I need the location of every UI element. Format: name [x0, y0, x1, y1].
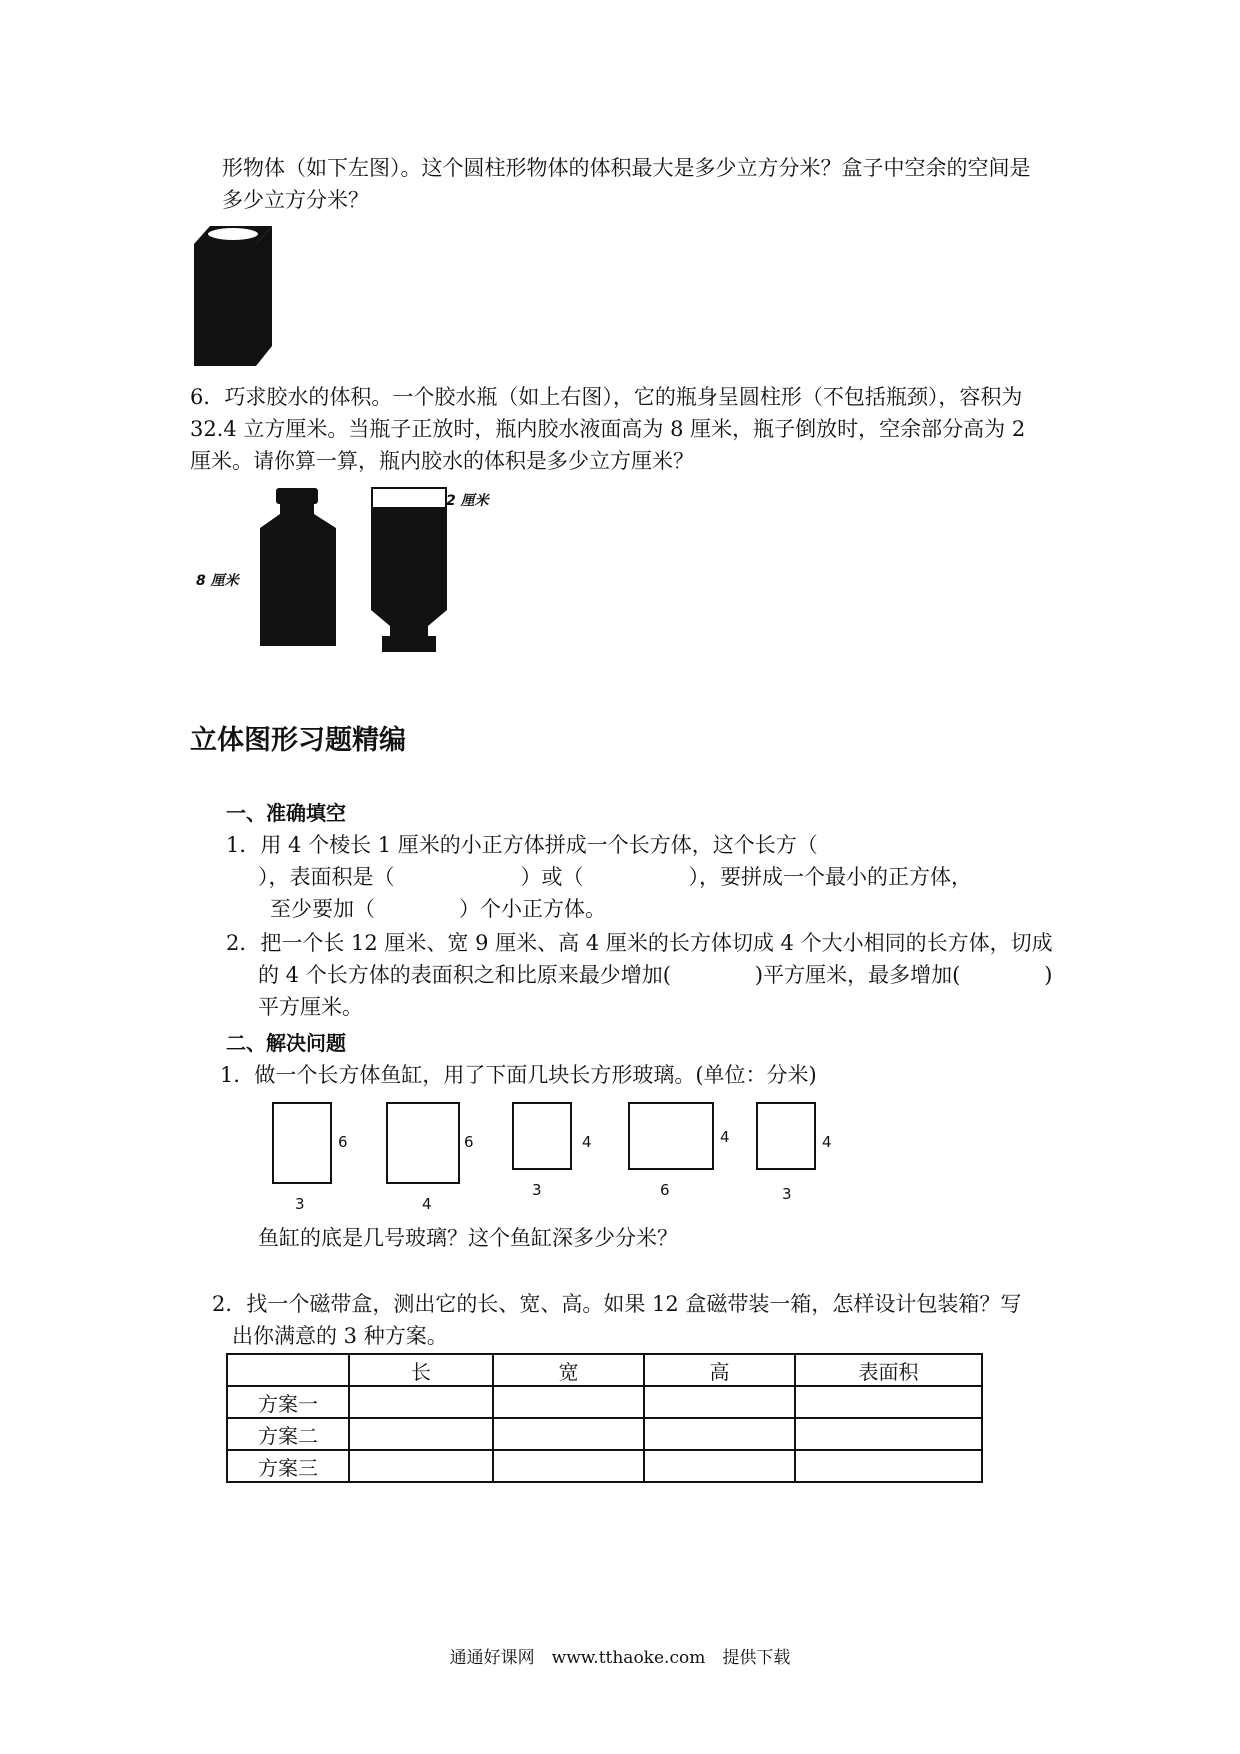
glass-pane-4: [628, 1102, 714, 1170]
table-header-cell: [227, 1354, 349, 1386]
table-header-cell: 宽: [493, 1354, 644, 1386]
intro-line-1: 形物体（如下左图）。这个圆柱形物体的体积最大是多少立方分米？盒子中空余的空间是: [222, 156, 1031, 180]
section1-heading: 一、准确填空: [226, 801, 346, 825]
glass-3-width: 3: [532, 1181, 542, 1199]
glue-bottle-inverted: [368, 486, 468, 656]
glass-2-width: 4: [422, 1195, 432, 1213]
table-row-label: 方案一: [227, 1386, 349, 1418]
table-cell: [493, 1386, 644, 1418]
plan-table: [226, 1353, 983, 1483]
glass-2-height: 6: [464, 1133, 474, 1151]
glass-5-width: 3: [782, 1185, 792, 1203]
table-cell: [493, 1418, 644, 1450]
s1-q1-line-2: ），表面积是（ ）或（ ），要拼成一个最小的正方体，: [258, 865, 972, 889]
table-cell: [493, 1450, 644, 1482]
glass-3-height: 4: [582, 1133, 592, 1151]
table-row: [227, 1386, 982, 1418]
glass-5-height: 4: [822, 1133, 832, 1151]
table-header-cell: 长: [349, 1354, 493, 1386]
table-cell: [795, 1386, 982, 1418]
table-cell: [349, 1450, 493, 1482]
glass-pane-2: [386, 1102, 460, 1184]
glass-4-width: 6: [660, 1181, 670, 1199]
glass-1-width: 3: [295, 1195, 305, 1213]
s2-q1-question: 鱼缸的底是几号玻璃？这个鱼缸深多少分米？: [258, 1226, 678, 1250]
glass-pane-1: [272, 1102, 332, 1184]
table-header-cell: 高: [644, 1354, 795, 1386]
label-8cm: 8 厘米: [196, 573, 239, 589]
s1-q2-line-1: 2．把一个长 12 厘米、宽 9 厘米、高 4 厘米的长方体切成 4 个大小相同的长方体，切成: [226, 931, 1053, 955]
table-cell: [349, 1386, 493, 1418]
q6-line-2: 32.4 立方厘米。当瓶子正放时，瓶内胶水液面高为 8 厘米，瓶子倒放时，空余部分高为 2: [190, 417, 1026, 441]
table-row: [227, 1418, 982, 1450]
s1-q1-line-3: 至少要加（ ）个小正方体。: [270, 897, 606, 921]
q6-line-3: 厘米。请你算一算，瓶内胶水的体积是多少立方厘米？: [190, 449, 694, 473]
table-header-row: [227, 1354, 982, 1386]
s1-q2-line-3: 平方厘米。: [258, 995, 363, 1019]
table-cell: [644, 1450, 795, 1482]
s2-q2-line-2: 出你满意的 3 种方案。: [232, 1324, 448, 1348]
s2-q1-line-1: 1．做一个长方体鱼缸，用了下面几块长方形玻璃。(单位：分米): [220, 1063, 817, 1087]
box-cylinder-figure: [190, 220, 290, 370]
page-title: 立体图形习题精编: [190, 725, 406, 756]
table-cell: [644, 1386, 795, 1418]
s1-q1-line-1: 1．用 4 个棱长 1 厘米的小正方体拼成一个长方体，这个长方（: [226, 833, 818, 857]
glass-pane-5: [756, 1102, 816, 1170]
glass-1-height: 6: [338, 1133, 348, 1151]
glass-pane-3: [512, 1102, 572, 1170]
table-row: [227, 1450, 982, 1482]
table-cell: [349, 1418, 493, 1450]
s2-q2-line-1: 2．找一个磁带盒，测出它的长、宽、高。如果 12 盒磁带装一箱，怎样设计包装箱？写: [212, 1292, 1022, 1316]
table-cell: [644, 1418, 795, 1450]
table-row-label: 方案二: [227, 1418, 349, 1450]
footer: 通通好课网 www.tthaoke.com 提供下载: [449, 1648, 791, 1668]
intro-line-2: 多少立方分米？: [222, 188, 369, 212]
table-header-cell: 表面积: [795, 1354, 982, 1386]
table-row-label: 方案三: [227, 1450, 349, 1482]
q6-line-1: 6．巧求胶水的体积。一个胶水瓶（如上右图），它的瓶身呈圆柱形（不包括瓶颈），容积为: [190, 385, 1023, 409]
glass-4-height: 4: [720, 1128, 730, 1146]
glue-bottle-upright: [258, 486, 368, 654]
table-cell: [795, 1450, 982, 1482]
s1-q2-line-2: 的 4 个长方体的表面积之和比原来最少增加( )平方厘米，最多增加( ): [258, 963, 1053, 987]
table-cell: [795, 1418, 982, 1450]
section2-heading: 二、解决问题: [226, 1031, 346, 1055]
label-2cm: 2 厘米: [446, 493, 489, 509]
